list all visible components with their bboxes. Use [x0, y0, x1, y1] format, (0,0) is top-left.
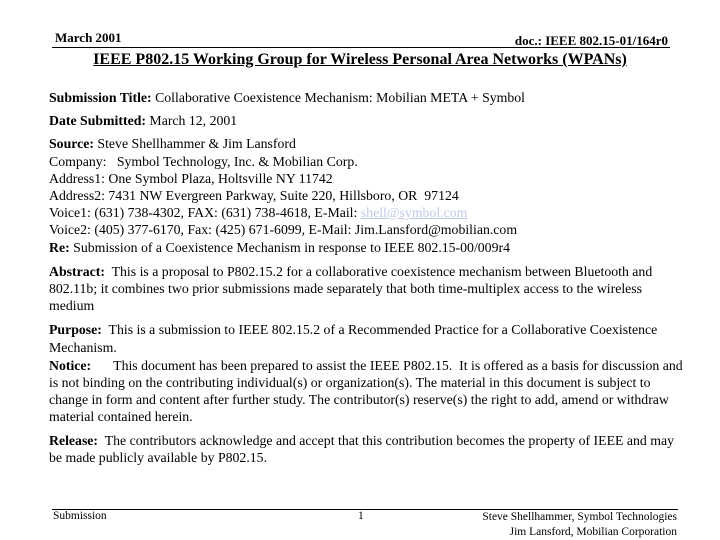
address2-line: Address2: 7431 NW Evergreen Parkway, Suite 220, Hillsboro, OR 97124	[49, 188, 459, 204]
re-line	[49, 239, 689, 256]
footer-author-line-2: Jim Lansford, Mobilian Corporation	[509, 526, 677, 538]
company-line: Company: Symbol Technology, Inc. & Mobilian Corp.	[49, 153, 358, 169]
abstract-value: This is a proposal to P802.15.2 for a collaborative coexistence mechanism between Bluetooth and 802.11b; it combines two prior submissions made separately that both time-multiplex access to the wireless medium	[49, 263, 653, 314]
footer-submission-label: Submission	[53, 510, 107, 522]
re-label: Re:	[49, 239, 70, 255]
abstract-label: Abstract:	[49, 263, 105, 279]
notice-label: Notice:	[49, 357, 92, 373]
release-value: The contributors acknowledge and accept that this contribution becomes the property of IEEE and may be made publicly available by P802.15.	[49, 432, 675, 465]
voice1-line	[49, 204, 689, 221]
release-label: Release:	[49, 432, 99, 448]
working-group-title: IEEE P802.15 Working Group for Wireless Personal Area Networks (WPANs)	[93, 51, 627, 68]
footer-author-line-1: Steve Shellhammer, Symbol Technologies	[482, 511, 677, 523]
source-block	[49, 135, 689, 255]
submission-title-line	[49, 89, 689, 106]
source-line	[49, 135, 689, 152]
header-rule	[52, 47, 670, 48]
header-date: March 2001	[55, 30, 122, 45]
date-submitted-line	[49, 112, 689, 129]
purpose-paragraph	[49, 321, 689, 355]
submission-body	[49, 89, 689, 466]
submission-title-value: Collaborative Coexistence Mechanism: Mobilian META + Symbol	[155, 90, 526, 105]
footer-authors	[482, 510, 677, 540]
submission-title-label: Submission Title:	[49, 90, 152, 105]
document-id: doc.: IEEE 802.15-01/164r0	[514, 33, 668, 48]
purpose-value: This is a submission to IEEE 802.15.2 of a Recommended Practice for a Collaborative Coexistence Mechanism.	[49, 322, 658, 355]
source-label: Source:	[49, 136, 94, 152]
date-submitted-label: Date Submitted:	[49, 113, 146, 129]
notice-paragraph	[49, 357, 689, 426]
release-paragraph	[49, 432, 689, 466]
voice1-text: Voice1: (631) 738-4302, FAX: (631) 738-4618, E-Mail:	[49, 205, 361, 221]
abstract-paragraph	[49, 263, 689, 315]
date-submitted-value: March 12, 2001	[149, 113, 238, 129]
address1-line: Address1: One Symbol Plaza, Holtsville NY 11742	[49, 170, 333, 186]
source-value: Steve Shellhammer & Jim Lansford	[97, 136, 296, 152]
notice-value: This document has been prepared to assist the IEEE P802.15. It is offered as a basis for discussion and is not binding on the contributing individual(s) or organization(s). The material in this document is subject to change in form and content after further study. The contributor(s) reserve(s) the right to add, amend or withdraw material contained herein.	[49, 357, 687, 425]
voice1-email-link[interactable]: shell@symbol.com	[360, 205, 468, 221]
page-number: 1	[358, 510, 364, 522]
re-value: Submission of a Coexistence Mechanism in response to IEEE 802.15-00/009r4	[73, 239, 510, 255]
voice2-line: Voice2: (405) 377-6170, Fax: (425) 671-6099, E-Mail: Jim.Lansford@mobilian.com	[49, 222, 518, 238]
purpose-label: Purpose:	[49, 322, 102, 338]
